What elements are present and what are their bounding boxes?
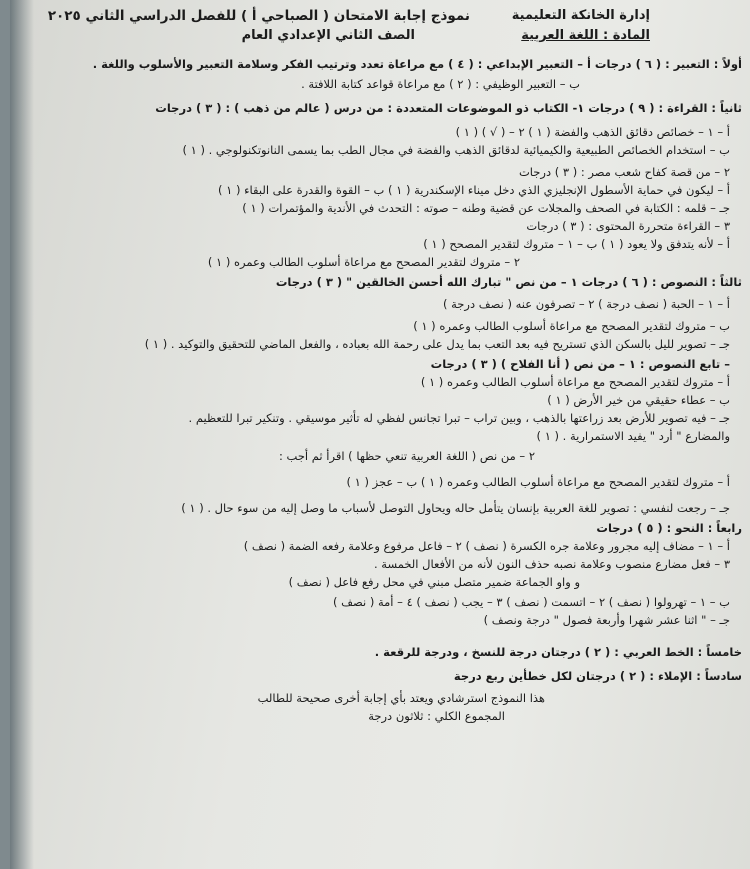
header-grade: الصف الثاني الإعدادي العام (241, 28, 415, 43)
essay-functional: ب – التعبير الوظيفي : ( ٢ ) مع مراعاة قواعد كتابة اللافتة . (301, 77, 580, 91)
reading-q3-a: أ – لأنه يتدفق ولا يعود ( ١ ) ب – ١ – متروك لتقدير المصحح ( ١ ) (423, 237, 730, 251)
texts-cont-c: جـ – فيه تصوير للأرض بعد زراعتها بالذهب ، وبين تراب – تبرا تجانس لفظي له تأثير موسيقي . وتنكير تبرا للتعظيم . (188, 411, 730, 425)
reading-q2-c: جـ – قلمه : الكتابة في الصحف والمجلات عن قضية وطنه – صوته : التحدث في الأندية والمؤتمرات ( ١ ) (242, 201, 730, 215)
texts-cont-c2: والمضارع " أرد " يفيد الاستمرارية . ( ١ ) (536, 429, 730, 443)
texts-q2-a: أ – متروك لتقدير المصحح مع مراعاة أسلوب الطالب وعمره ( ١ ) ب – عجز ( ١ ) (346, 475, 730, 489)
reading-q3-b2: ٢ – متروك لتقدير المصحح مع مراعاة أسلوب الطالب وعمره ( ١ ) (207, 255, 520, 269)
reading-q1-a: أ – ١ – خصائص دقائق الذهب والفضة ( ١ ) ٢ – ( √ ) ( ١ ) (455, 125, 730, 139)
total-score: المجموع الكلي : ثلاثون درجة (368, 709, 505, 723)
header-title: نموذج إجابة الامتحان ( الصباحي أ ) للفصل الدراسي الثاني ٢٠٢٥ (47, 8, 470, 24)
reading-q3-title: ٣ – القراءة متحررة المحتوى : ( ٣ ) درجات (526, 219, 730, 233)
reading-q2-a: أ – ليكون في حماية الأسطول الإنجليزي الذي دخل ميناء الإسكندرية ( ١ ) ب – القوة والقدرة على البقاء ( ١ ) (217, 183, 730, 197)
grammar-b: ب – ١ – تهرولوا ( نصف ) ٢ – اتسمت ( نصف ) ٣ – يجب ( نصف ) ٤ – أمة ( نصف ) (332, 595, 730, 609)
texts-cont-title: – تابع النصوص : ١ – من نص ( أنا الفلاح ) ( ٣ ) درجات (430, 357, 730, 371)
section-essay-title: أولاً : التعبير : ( ٦ ) درجات أ – التعبير الإبداعي : ( ٤ ) مع مراعاة تعدد وترتيب الفكر وسلامة التعبير والأسلوب واللغة . (92, 57, 742, 71)
header-admin: إدارة الخانكة التعليمية (511, 8, 650, 23)
section-dictation: سادساً : الإملاء : ( ٢ ) درجتان لكل خطأين ربع درجة (453, 669, 742, 683)
texts-q2-title: ٢ – من نص ( اللغة العربية تنعي حظها ) اقرأ ثم أجب : (279, 449, 535, 463)
texts-cont-a: أ – متروك لتقدير المصحح مع مراعاة أسلوب الطالب وعمره ( ١ ) (420, 375, 730, 389)
reading-q1-b: ب – استخدام الخصائص الطبيعية والكيميائية لدقائق الذهب والفضة في مجال الطب بما يسمى النانوتكنولوجي . ( ١ ) (182, 143, 730, 157)
texts-q1-b: ب – متروك لتقدير المصحح مع مراعاة أسلوب الطالب وعمره ( ١ ) (413, 319, 730, 333)
section-calligraphy: خامساً : الخط العربي : ( ٢ ) درجتان درجة للنسخ ، ودرجة للرقعة . (374, 645, 742, 659)
texts-q1-a: أ – ١ – الحبة ( نصف درجة ) ٢ – تصرفون عنه ( نصف درجة ) (443, 297, 730, 311)
section-grammar-title: رابعاً : النحو : ( ٥ ) درجات (596, 521, 742, 535)
grammar-a3-cont: و واو الجماعة ضمير متصل مبني في محل رفع فاعل ( نصف ) (288, 575, 580, 589)
answer-key-sheet (10, 0, 750, 869)
texts-cont-b: ب – عطاء حقيقي من خير الأرض ( ١ ) (547, 393, 730, 407)
texts-q2-c: جـ – رجعت لنفسي : تصوير للغة العربية بإنسان يتأمل حاله ويحاول التوصل لأسباب ما وصل إليه من سوء حال . ( ١ ) (181, 501, 730, 515)
grammar-a3: ٣ – فعل مضارع منصوب وعلامة نصبه حذف النون لأنه من الأفعال الخمسة . (373, 557, 730, 571)
grammar-c: جـ – " اثنا عشر شهرا وأربعة فصول " درجة ونصف ) (483, 613, 730, 627)
section-reading-title: ثانياً : القراءة : ( ٩ ) درجات ١- الكتاب ذو الموضوعات المتعددة : من درس ( عالم من ذهب ) : ( ٣ ) درجات (155, 101, 742, 115)
grammar-a1: أ – ١ – مضاف إليه مجرور وعلامة جره الكسرة ( نصف ) ٢ – فاعل مرفوع وعلامة رفعه الضمة ( نصف ) (243, 539, 730, 553)
texts-q1-c: جـ – تصوير لليل بالسكن الذي تستريح فيه بعد التعب بما يدل على رحمة الله بعباده ، والفعل الماضي للتحقيق والتوكيد . ( ١ ) (144, 337, 730, 351)
section-texts-title: ثالثاً : النصوص : ( ٦ ) درجات ١ – من نص " تبارك الله أحسن الخالقين " ( ٣ ) درجات (275, 275, 742, 289)
reading-q2-title: ٢ – من قصة كفاح شعب مصر : ( ٣ ) درجات (518, 165, 730, 179)
header-subject: المادة : اللغة العربية (521, 28, 650, 43)
note-guidance: هذا النموذج استرشادي ويعتد بأي إجابة أخرى صحيحة للطالب (257, 691, 545, 705)
